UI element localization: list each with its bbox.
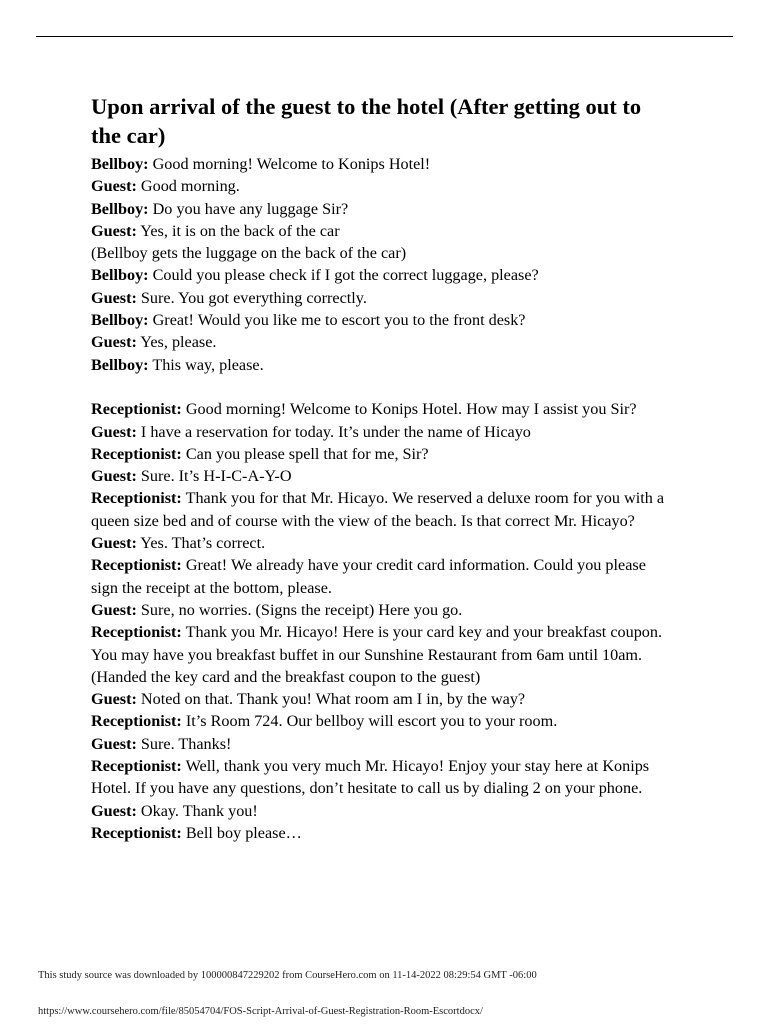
dialogue-text: (Bellboy gets the luggage on the back of the car) xyxy=(91,244,407,263)
dialogue-line xyxy=(91,220,671,242)
dialogue-text: Good morning. xyxy=(136,177,240,196)
paragraph-gap xyxy=(91,376,671,398)
speaker-label: Bellboy: xyxy=(91,355,149,374)
dialogue-line xyxy=(91,198,671,220)
dialogue-text: Well, thank you very much Mr. Hicayo! Enjoy your stay here at Konips Hotel. If you have any questions, don’t hesitate to call us by dialing 2 on your phone. xyxy=(91,757,650,798)
speaker-label: Guest: xyxy=(91,801,137,820)
source-url[interactable]: https://www.coursehero.com/file/85054704/FOS-Script-Arrival-of-Guest-Registration-Room-Escortdocx/ xyxy=(38,1006,483,1017)
dialogue-line xyxy=(91,688,671,710)
dialogue-text: This way, please. xyxy=(148,355,264,374)
dialogue-line xyxy=(91,398,671,420)
speaker-label: Guest: xyxy=(91,600,137,619)
speaker-label: Bellboy: xyxy=(91,199,149,218)
dialogue-line xyxy=(91,621,671,688)
dialogue-line xyxy=(91,443,671,465)
dialogue-line xyxy=(91,153,671,175)
dialogue-text: Sure, no worries. (Signs the receipt) Here you go. xyxy=(136,600,463,619)
dialogue-line xyxy=(91,287,671,309)
dialogue-text: Bell boy please… xyxy=(181,823,302,842)
speaker-label: Guest: xyxy=(91,734,137,753)
speaker-label: Bellboy: xyxy=(91,311,149,330)
dialogue-text: Okay. Thank you! xyxy=(136,801,258,820)
dialogue-line xyxy=(91,331,671,353)
speaker-label: Guest: xyxy=(91,422,137,441)
dialogue-line xyxy=(91,465,671,487)
dialogue-text: Good morning! Welcome to Konips Hotel. How may I assist you Sir? xyxy=(181,400,637,419)
speaker-label: Receptionist: xyxy=(91,489,182,508)
speaker-label: Guest: xyxy=(91,221,137,240)
dialogue-text: It’s Room 724. Our bellboy will escort you to your room. xyxy=(181,712,558,731)
dialogue-text: Sure. Thanks! xyxy=(136,734,232,753)
dialogue-text: Sure. You got everything correctly. xyxy=(136,288,367,307)
dialogue-line xyxy=(91,421,671,443)
dialogue-line xyxy=(91,822,671,844)
dialogue-text: Can you please spell that for me, Sir? xyxy=(181,444,429,463)
speaker-label: Guest: xyxy=(91,467,137,486)
speaker-label: Receptionist: xyxy=(91,444,182,463)
speaker-label: Guest: xyxy=(91,288,137,307)
dialogue-line xyxy=(91,554,671,599)
dialogue-text: Yes, it is on the back of the car xyxy=(136,221,340,240)
speaker-label: Receptionist: xyxy=(91,712,182,731)
dialogue-line xyxy=(91,354,671,376)
dialogue-text: Great! We already have your credit card information. Could you please sign the receipt at the bottom, please. xyxy=(91,556,646,597)
speaker-label: Receptionist: xyxy=(91,623,182,642)
speaker-label: Receptionist: xyxy=(91,400,182,419)
dialogue-text: Thank you Mr. Hicayo! Here is your card key and your breakfast coupon. You may have you breakfast buffet in our Sunshine Restaurant from 6am until 10am. (Handed the key card and the breakfast coupon to the guest) xyxy=(91,623,663,686)
speaker-label: Guest: xyxy=(91,690,137,709)
dialogue-text: Sure. It’s H-I-C-A-Y-O xyxy=(136,467,292,486)
speaker-label: Guest: xyxy=(91,333,137,352)
dialogue-line xyxy=(91,487,671,532)
speaker-label: Receptionist: xyxy=(91,757,182,776)
dialogue-text: Could you please check if I got the correct luggage, please? xyxy=(148,266,539,285)
dialogue-text: Yes. That’s correct. xyxy=(136,534,266,553)
dialogue-text: Good morning! Welcome to Konips Hotel! xyxy=(148,155,431,173)
dialogue-text: Yes, please. xyxy=(136,333,217,352)
speaker-label: Guest: xyxy=(91,534,137,553)
dialogue-line xyxy=(91,532,671,554)
dialogue-line xyxy=(91,733,671,755)
document-body xyxy=(91,92,671,844)
dialogue-text: Thank you for that Mr. Hicayo. We reserved a deluxe room for you with a queen size bed and of course with the view of the beach. Is that correct Mr. Hicayo? xyxy=(91,489,665,530)
dialogue-line xyxy=(91,264,671,286)
dialogue-line xyxy=(91,800,671,822)
download-source-note: This study source was downloaded by 100000847229202 from CourseHero.com on 11-14-2022 08:29:54 GMT -06:00 xyxy=(38,970,537,981)
speaker-label: Bellboy: xyxy=(91,155,149,173)
speaker-label: Bellboy: xyxy=(91,266,149,285)
dialogue-line xyxy=(91,599,671,621)
dialogue-line xyxy=(91,175,671,197)
dialogue-text: I have a reservation for today. It’s under the name of Hicayo xyxy=(136,422,531,441)
speaker-label: Guest: xyxy=(91,177,137,196)
dialogue-script xyxy=(91,153,671,844)
speaker-label: Receptionist: xyxy=(91,823,182,842)
dialogue-line xyxy=(91,242,671,264)
dialogue-text: Noted on that. Thank you! What room am I in, by the way? xyxy=(136,690,526,709)
dialogue-text: Do you have any luggage Sir? xyxy=(148,199,349,218)
dialogue-line xyxy=(91,309,671,331)
speaker-label: Receptionist: xyxy=(91,556,182,575)
dialogue-line xyxy=(91,710,671,732)
section-heading: Upon arrival of the guest to the hotel (After getting out to the car) xyxy=(91,94,642,148)
dialogue-text: Great! Would you like me to escort you to the front desk? xyxy=(148,311,526,330)
dialogue-line xyxy=(91,755,671,800)
top-divider xyxy=(36,36,733,37)
